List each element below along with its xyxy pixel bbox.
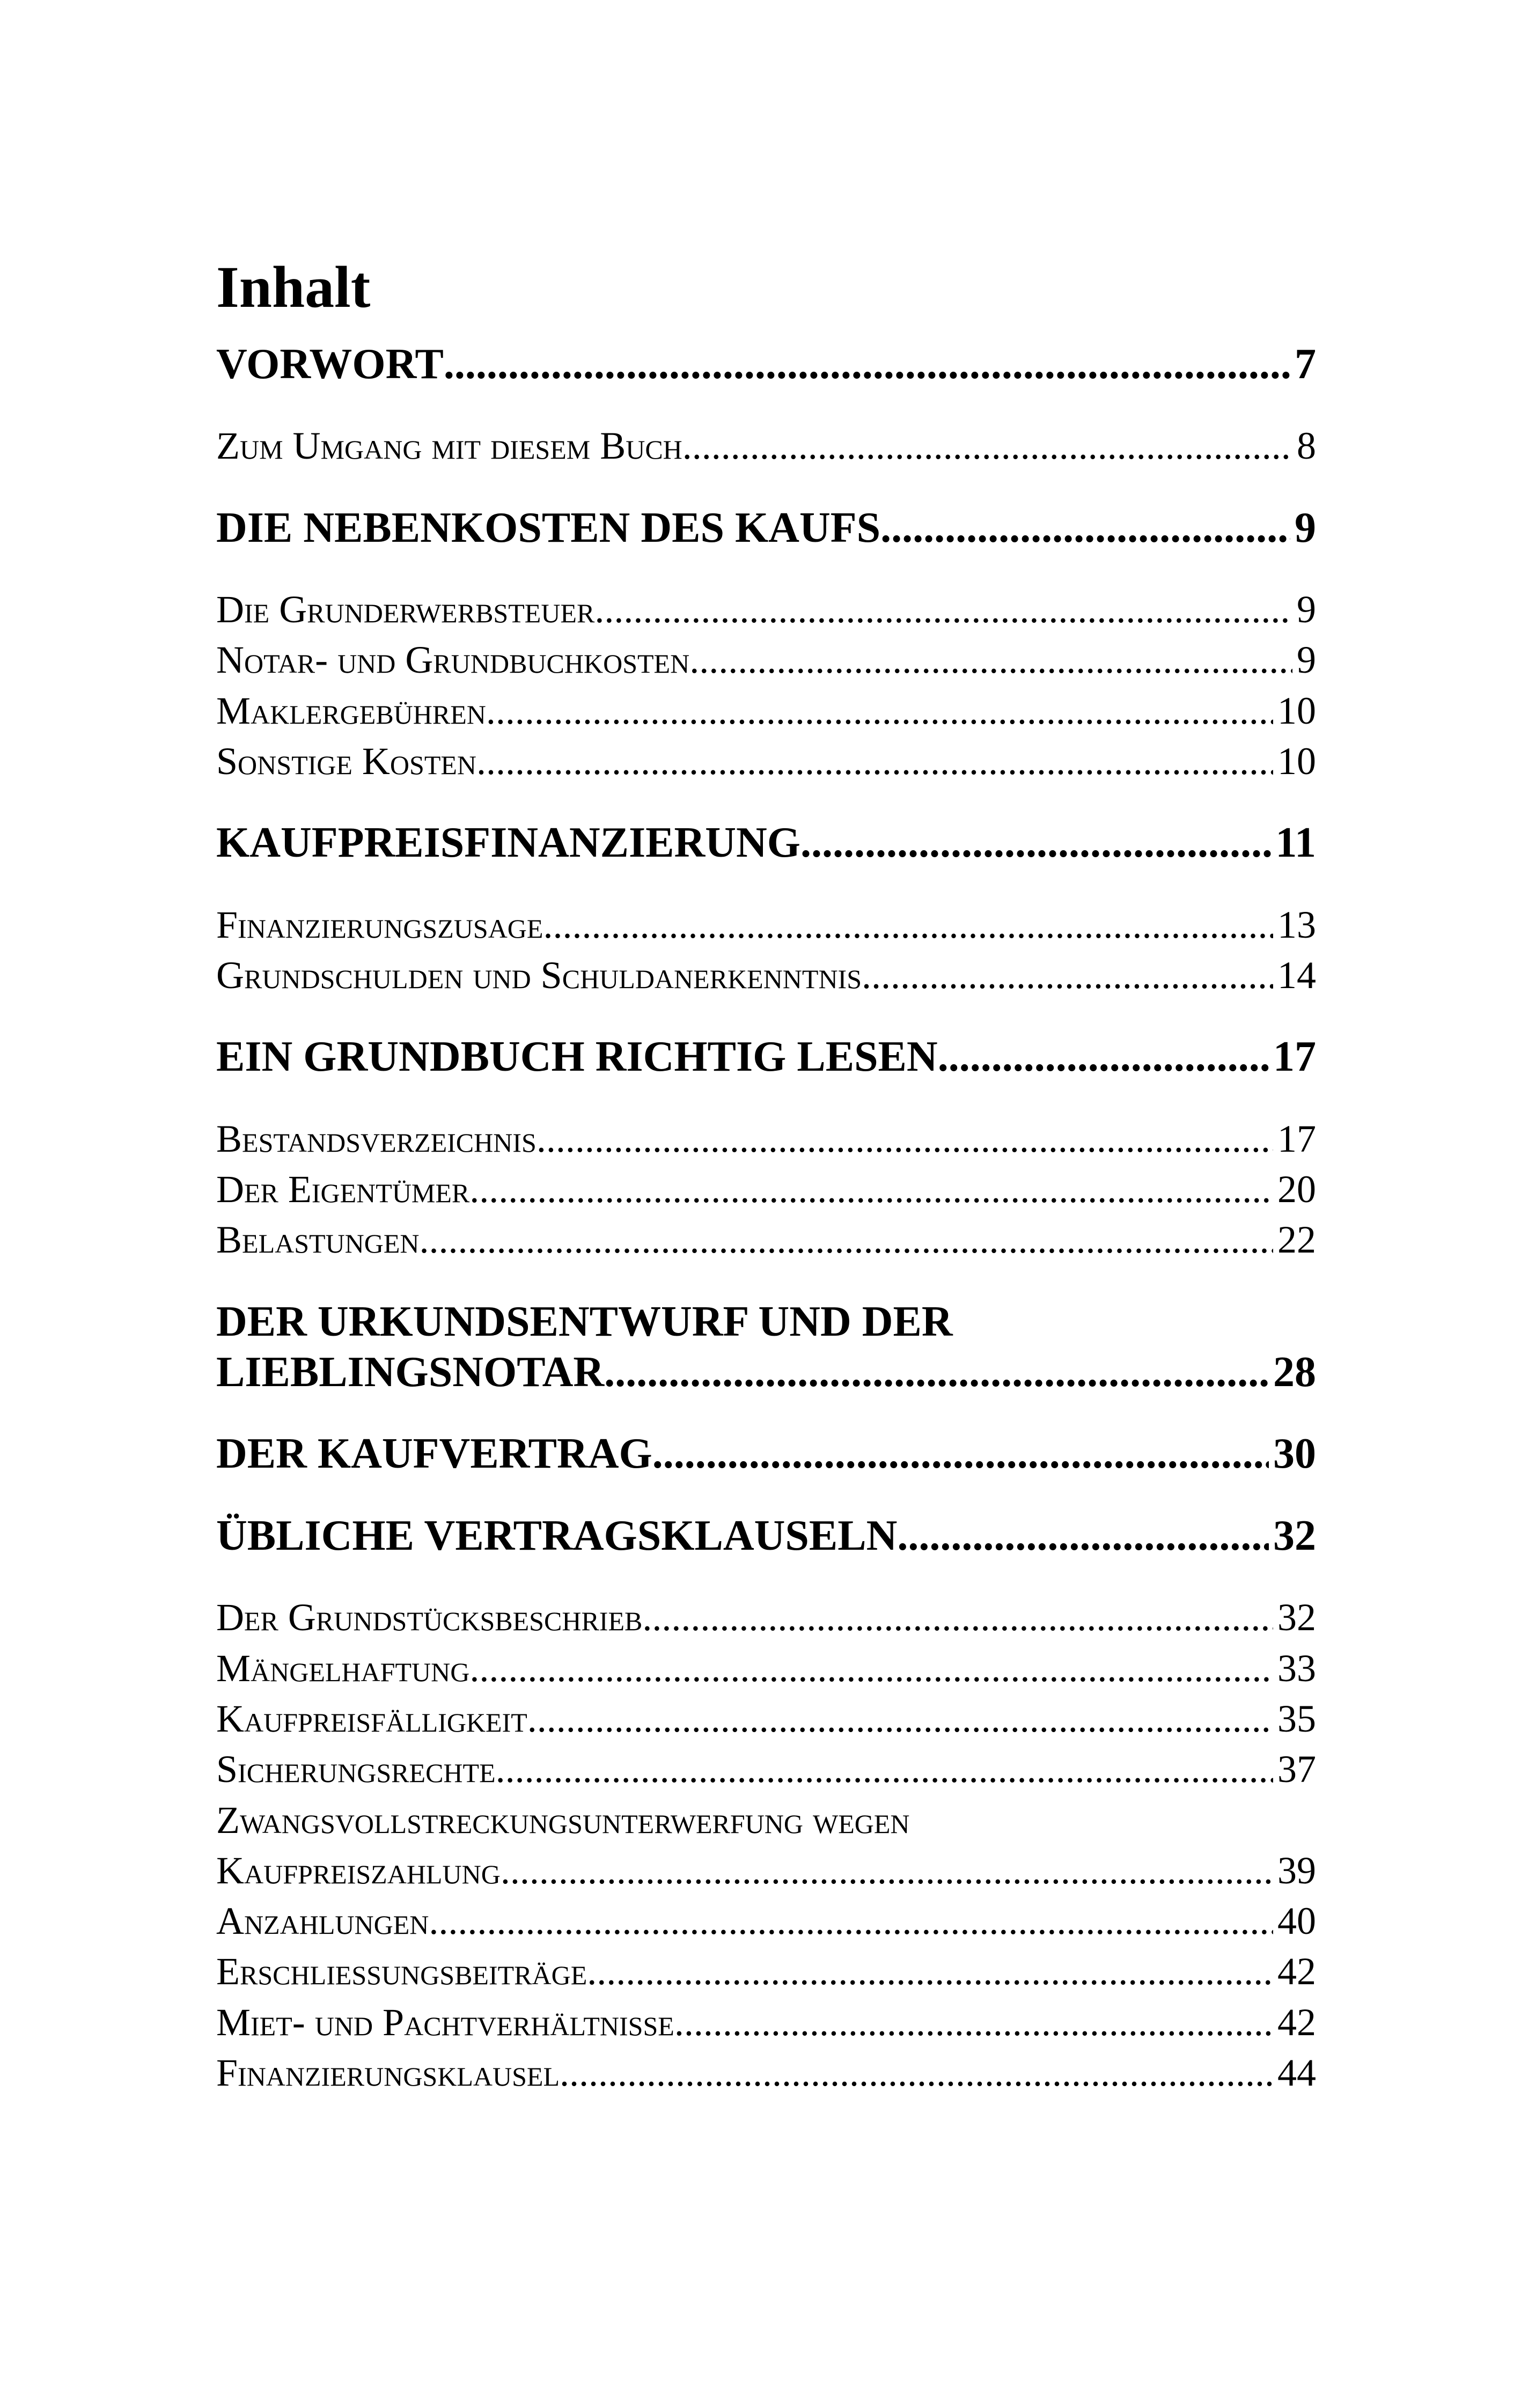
toc-entry-label: Maklergebühren bbox=[216, 689, 486, 732]
toc-entry-page: 8 bbox=[1297, 424, 1316, 468]
toc-entry-label: Grundschulden und Schuldanerkenntnis bbox=[216, 954, 862, 997]
toc-entry-label: KAUFPREISFINANZIERUNG bbox=[216, 819, 800, 867]
toc-entry-section[interactable] bbox=[216, 900, 1316, 950]
toc-entry-section[interactable] bbox=[216, 1744, 1316, 1794]
toc-entry-section[interactable] bbox=[216, 1643, 1316, 1693]
toc-entry-label: Der Eigentümer bbox=[216, 1168, 470, 1211]
toc-entry-label: Der Grundstücksbeschrieb bbox=[216, 1596, 643, 1639]
toc-entry-page: 32 bbox=[1277, 1596, 1316, 1639]
toc-entry-page: 40 bbox=[1277, 1899, 1316, 1943]
toc-entry-label: Miet- und Pachtverhältnisse bbox=[216, 2000, 674, 2044]
dot-leader bbox=[543, 900, 1273, 950]
toc-entry-label: Anzahlungen bbox=[216, 1899, 429, 1943]
toc-entry-page: 9 bbox=[1297, 588, 1316, 631]
toc-entry-section[interactable] bbox=[216, 1114, 1316, 1164]
dot-leader bbox=[420, 1214, 1273, 1265]
dot-leader bbox=[642, 1592, 1273, 1643]
toc-entry-chapter[interactable] bbox=[216, 339, 1316, 389]
dot-leader bbox=[594, 584, 1292, 635]
dot-leader bbox=[501, 1845, 1273, 1896]
toc-entry-page: 22 bbox=[1277, 1218, 1316, 1262]
toc-entry-section[interactable] bbox=[216, 686, 1316, 736]
toc-entry-label: Zum Umgang mit diesem Buch bbox=[216, 424, 682, 468]
toc-entry-section[interactable] bbox=[216, 635, 1316, 685]
toc-entry-page: 9 bbox=[1295, 504, 1316, 551]
toc-entry-chapter[interactable] bbox=[216, 503, 1316, 553]
toc-entry-page: 44 bbox=[1277, 2051, 1316, 2095]
toc-entry-page: 10 bbox=[1277, 740, 1316, 783]
dot-leader bbox=[527, 1693, 1273, 1744]
toc-entry-section[interactable] bbox=[216, 736, 1316, 786]
toc-entry-section-line1: Zwangsvollstreckungsunterwerfung wegen bbox=[216, 1798, 910, 1842]
dot-leader bbox=[897, 1511, 1269, 1561]
toc-entry-page: 17 bbox=[1273, 1033, 1316, 1081]
dot-leader bbox=[537, 1114, 1273, 1164]
dot-leader bbox=[429, 1896, 1273, 1946]
toc-entry-label: Finanzierungszusage bbox=[216, 903, 543, 946]
dot-leader bbox=[880, 503, 1290, 553]
toc-entry-page: 10 bbox=[1277, 689, 1316, 732]
toc-entry-section[interactable] bbox=[216, 1214, 1316, 1265]
toc-entry-page: 28 bbox=[1273, 1349, 1316, 1396]
toc-entry-chapter[interactable] bbox=[216, 818, 1316, 868]
toc-entry-section[interactable] bbox=[216, 1164, 1316, 1214]
dot-leader bbox=[486, 686, 1273, 736]
toc-entry-page: 7 bbox=[1295, 341, 1316, 388]
toc-entry-section[interactable] bbox=[216, 1946, 1316, 1997]
toc-entry-section[interactable] bbox=[216, 1693, 1316, 1744]
dot-leader bbox=[652, 1428, 1269, 1479]
toc-entry-label: Kaufpreiszahlung bbox=[216, 1849, 501, 1892]
toc-entry-page: 39 bbox=[1277, 1849, 1316, 1892]
toc-entry-label: DIE NEBENKOSTEN DES KAUFS bbox=[216, 504, 881, 551]
dot-leader bbox=[587, 1946, 1273, 1997]
toc-entry-page: 37 bbox=[1277, 1748, 1316, 1791]
toc-entry-label: VORWORT bbox=[216, 341, 444, 388]
toc-entry-page: 33 bbox=[1277, 1646, 1316, 1690]
dot-leader bbox=[560, 2048, 1273, 2098]
toc-entry-label: Die Grunderwerbsteuer bbox=[216, 588, 595, 631]
dot-leader bbox=[469, 1164, 1273, 1214]
dot-leader bbox=[800, 818, 1271, 868]
toc-entry-chapter[interactable] bbox=[216, 1347, 1316, 1397]
toc-entry-page: 9 bbox=[1297, 638, 1316, 682]
toc-entry-label: Sicherungsrechte bbox=[216, 1748, 496, 1791]
toc-entry-label: Bestandsverzeichnis bbox=[216, 1117, 537, 1160]
toc-entry-label: Belastungen bbox=[216, 1218, 420, 1262]
toc-entry-chapter[interactable] bbox=[216, 1428, 1316, 1479]
toc-entry-page: 13 bbox=[1277, 903, 1316, 946]
toc-entry-label: Notar- und Grundbuchkosten bbox=[216, 638, 690, 682]
dot-leader bbox=[444, 339, 1290, 389]
toc-entry-chapter[interactable] bbox=[216, 1032, 1316, 1082]
toc-entry-page: 11 bbox=[1275, 819, 1316, 867]
toc-entry-section[interactable] bbox=[216, 950, 1316, 1000]
toc-entry-page: 30 bbox=[1273, 1430, 1316, 1478]
table-of-contents bbox=[216, 339, 1316, 2098]
toc-entry-label: Mängelhaftung bbox=[216, 1646, 470, 1690]
toc-entry-label: Kaufpreisfälligkeit bbox=[216, 1697, 527, 1740]
dot-leader bbox=[674, 1997, 1273, 2048]
toc-entry-page: 17 bbox=[1277, 1117, 1316, 1160]
toc-entry-page: 32 bbox=[1273, 1512, 1316, 1559]
toc-entry-section[interactable] bbox=[216, 1896, 1316, 1946]
dot-leader bbox=[689, 635, 1292, 685]
toc-page bbox=[216, 254, 1316, 2098]
dot-leader bbox=[476, 736, 1273, 786]
toc-entry-page: 35 bbox=[1277, 1697, 1316, 1740]
dot-leader bbox=[682, 421, 1292, 471]
page-title: Inhalt bbox=[216, 254, 371, 320]
toc-entry-label: Sonstige Kosten bbox=[216, 740, 477, 783]
toc-entry-section[interactable] bbox=[216, 2048, 1316, 2098]
toc-entry-page: 42 bbox=[1277, 2000, 1316, 2044]
toc-entry-section[interactable] bbox=[216, 584, 1316, 635]
dot-leader bbox=[469, 1643, 1273, 1693]
dot-leader bbox=[496, 1744, 1273, 1794]
toc-entry-section[interactable] bbox=[216, 1845, 1316, 1896]
dot-leader bbox=[938, 1032, 1269, 1082]
toc-entry-label: DER KAUFVERTRAG bbox=[216, 1430, 652, 1478]
dot-leader bbox=[862, 950, 1273, 1000]
toc-entry-chapter-line1: DER URKUNDSENTWURF UND DER bbox=[216, 1298, 953, 1345]
toc-entry-label: Finanzierungsklausel bbox=[216, 2051, 560, 2095]
toc-entry-page: 42 bbox=[1277, 1950, 1316, 1993]
toc-entry-label: EIN GRUNDBUCH RICHTIG LESEN bbox=[216, 1033, 938, 1081]
toc-entry-label: Erschließungsbeiträge bbox=[216, 1950, 587, 1993]
toc-entry-page: 14 bbox=[1277, 954, 1316, 997]
toc-entry-section[interactable] bbox=[216, 421, 1316, 471]
toc-entry-chapter[interactable] bbox=[216, 1511, 1316, 1561]
dot-leader bbox=[604, 1347, 1269, 1397]
toc-entry-label: ÜBLICHE VERTRAGSKLAUSELN bbox=[216, 1512, 898, 1559]
toc-entry-section[interactable] bbox=[216, 1592, 1316, 1643]
toc-entry-page: 20 bbox=[1277, 1168, 1316, 1211]
toc-entry-section[interactable] bbox=[216, 1997, 1316, 2048]
toc-entry-label: LIEBLINGSNOTAR bbox=[216, 1349, 605, 1396]
